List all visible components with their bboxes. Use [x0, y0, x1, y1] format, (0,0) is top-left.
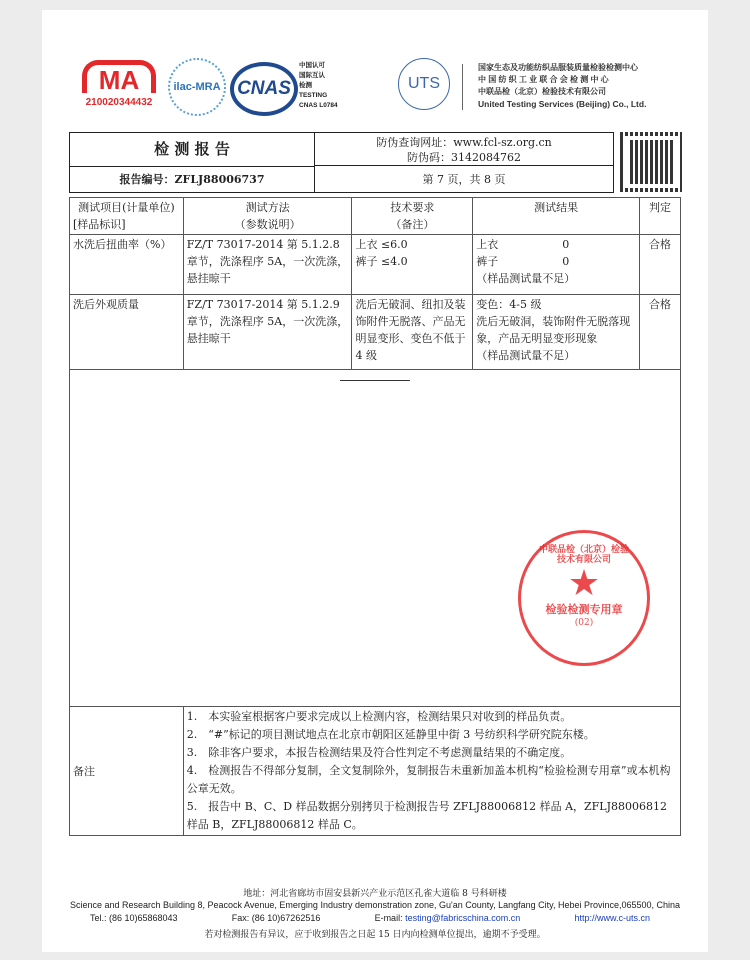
blank-area — [70, 370, 681, 707]
stamp-code: (02) — [574, 618, 594, 628]
header-method-sub: （参数说明） — [234, 218, 301, 231]
cnas-logo: CNAS — [230, 62, 298, 116]
results-table — [69, 197, 681, 836]
cell-item: 水洗后扭曲率（%） — [70, 235, 184, 295]
cnas-text — [299, 61, 338, 111]
header-item-sub: [样品标识] — [73, 218, 126, 231]
org-name: 中 国 纺 织 工 业 联 合 会 检 测 中 心 — [478, 75, 609, 84]
org-name: 中联品检（北京）检验技术有限公司 — [478, 87, 606, 96]
result-value: 0 — [562, 238, 570, 251]
cma-number: 210020344432 — [85, 97, 153, 108]
cma-logo — [82, 60, 156, 112]
email-label: E-mail: — [374, 913, 406, 923]
remark-item: 5. 报告中 B、C、D 样品数据分别拷贝于检测报告号 ZFLJ88006812 样品 A，ZFLJ88006812 样品 B，ZFLJ88006812 样品 C。 — [186, 800, 667, 831]
remark-item: 2. “#”标记的项目测试地点在北京市朝阳区延静里中街 3 号纺织科学研究院东楼。 — [186, 728, 595, 741]
table-row — [70, 235, 681, 295]
cnas-line: CNAS L0784 — [299, 102, 338, 109]
report-number: 报告编号：ZFLJ88006737 — [70, 167, 315, 192]
result-label: 裤子 — [476, 255, 499, 268]
header-verdict: 判定 — [649, 201, 672, 214]
remarks-row — [70, 707, 681, 836]
footer-address-en: Science and Research Building 8, Peacock Avenue, Emerging Industry demonstration zone, Gu'an County, Langfang City, Hebei Province,065500, China — [69, 900, 681, 910]
header-method: 测试方法 — [245, 201, 290, 214]
cell-result — [473, 235, 640, 295]
result-label: 上衣 — [476, 238, 499, 251]
stamp-bottom-text: 检验检测专用章 — [545, 603, 623, 616]
footer-address-cn: 地址：河北省廊坊市固安县新兴产业示范区孔雀大道临 8 号科研楼 — [243, 889, 507, 899]
remark-item: 4. 检测报告不得部分复制，全文复制除外，复制报告未重新加盖本机构“检验检测专用章”或本机构公章无效。 — [186, 764, 671, 795]
cma-mark: MA — [82, 60, 156, 93]
remarks-list — [183, 707, 680, 836]
uts-logo: UTS — [398, 58, 450, 110]
footer-tel: Tel.: (86 10)65868043 — [90, 913, 178, 923]
title-box — [69, 132, 614, 193]
req-line: 上衣 ≤6.0 — [355, 238, 408, 251]
cell-verdict: 合格 — [640, 295, 681, 370]
remark-item: 3. 除非客户要求，本报告检测结果及符合性判定不考虑测量结果的不确定度。 — [186, 746, 572, 759]
result-line — [476, 253, 636, 270]
header-item: 测试项目(计量单位) — [78, 201, 175, 214]
footer-fax: Fax: (86 10)67262516 — [231, 913, 321, 923]
footer-email — [375, 913, 521, 923]
cell-result — [473, 295, 640, 370]
header-req-sub: （备注） — [390, 218, 435, 231]
result-line — [476, 236, 636, 253]
star-icon: ★ — [567, 563, 601, 604]
footer-contacts — [90, 913, 650, 923]
result-note: （样品测试量不足） — [476, 349, 576, 362]
remark-item: 1. 本实验室根据客户要求完成以上检测内容，检测结果只对收到的样品负责。 — [186, 710, 572, 723]
cell-req: 洗后无破洞、纽扣及装饰附件无脱落、产品无明显变形、变色不低于 4 级 — [352, 295, 473, 370]
stamp-text: 中联品检（北京）检验技术有限公司 — [538, 545, 629, 565]
logo-divider — [462, 64, 463, 110]
verify-code: 防伪码：3142084762 — [407, 151, 521, 164]
qr-code — [620, 132, 682, 192]
ilac-logo: ilac-MRA — [168, 58, 226, 116]
org-names — [478, 62, 646, 110]
page-indicator: 第 7 页，共 8 页 — [422, 173, 506, 186]
header-req: 技术要求 — [390, 201, 435, 214]
verify-info — [315, 133, 613, 166]
header-result: 测试结果 — [534, 201, 579, 214]
cnas-line: 检测 — [299, 82, 312, 89]
result-line: 变色：4-5 级 — [476, 298, 542, 311]
result-value: 0 — [562, 255, 570, 268]
result-note: （样品测试量不足） — [476, 272, 576, 285]
result-line: 洗后无破洞，装饰附件无脱落现象，产品无明显变形现象 — [476, 315, 631, 345]
cnas-line: 国际互认 — [299, 72, 325, 79]
footer-notice: 若对检测报告有异议，应于收到报告之日起 15 日内向检测单位提出，逾期不予受理。 — [204, 930, 546, 940]
report-title: 检 测 报 告 — [70, 133, 315, 167]
official-stamp — [518, 530, 650, 666]
table-header — [70, 198, 681, 235]
table-row — [70, 295, 681, 370]
cell-method: FZ/T 73017-2014 第 5.1.2.9 章节，洗涤程序 5A，一次洗涤，悬挂晾干 — [183, 295, 352, 370]
org-name: 国家生态及功能纺织品服装质量检验检测中心 — [478, 63, 638, 72]
end-line — [340, 380, 410, 381]
cell-verdict: 合格 — [640, 235, 681, 295]
cnas-line: 中国认可 — [299, 62, 325, 69]
website-link[interactable]: http://www.c-uts.cn — [574, 913, 650, 923]
cell-method: FZ/T 73017-2014 第 5.1.2.8 章节，洗涤程序 5A，一次洗涤，悬挂晾干 — [183, 235, 352, 295]
org-name: United Testing Services (Beijing) Co., Ltd. — [478, 99, 647, 109]
cell-item: 洗后外观质量 — [70, 295, 184, 370]
cell-req — [352, 235, 473, 295]
remarks-label: 备注 — [70, 707, 184, 836]
cnas-line: TESTING — [299, 92, 328, 99]
email-link[interactable]: testing@fabricschina.com.cn — [405, 913, 521, 923]
req-line: 裤子 ≤4.0 — [355, 255, 408, 268]
verify-url: 防伪查询网址：www.fcl-sz.org.cn — [376, 136, 552, 149]
